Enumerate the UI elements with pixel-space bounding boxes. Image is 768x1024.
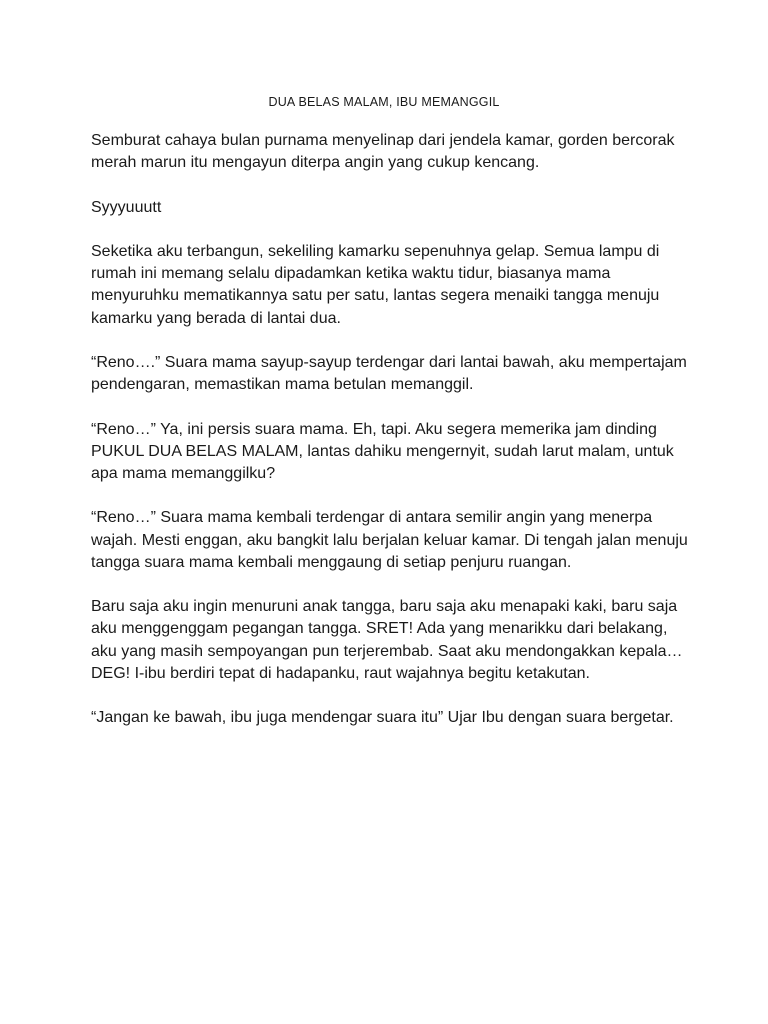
paragraph: Semburat cahaya bulan purnama menyelinap dari jendela kamar, gorden bercorak merah marun itu mengayun diterpa angin yang cukup kencang.: [91, 132, 675, 172]
paragraph: Baru saja aku ingin menuruni anak tangga, baru saja aku menapaki kaki, baru saja aku menggenggam pegangan tangga. SRET! Ada yang menarikku dari belakang, aku yang masih sempoyangan pun terjerembab. Saat aku mendongakkan kepala… DEG! I-ibu berdiri tepat di hadapanku, raut wajahnya begitu ketakutan.: [91, 598, 683, 682]
paragraph: “Jangan ke bawah, ibu juga mendengar suara itu” Ujar Ibu dengan suara bergetar.: [91, 709, 674, 727]
paragraph: Syyyuuutt: [91, 198, 162, 216]
paragraph: Seketika aku terbangun, sekeliling kamarku sepenuhnya gelap. Semua lampu di rumah ini memang selalu dipadamkan ketika waktu tidur, biasanya mama menyuruhku mematikannya satu per satu, lantas segera menaiki tangga menuju kamarku yang berada di lantai dua.: [91, 242, 660, 327]
document-title: DUA BELAS MALAM, IBU MEMANGGIL: [268, 95, 500, 109]
paragraph: “Reno…” Ya, ini persis suara mama. Eh, tapi. Aku segera memerika jam dinding PUKUL DUA BELAS MALAM, lantas dahiku mengernyit, sudah larut malam, untuk apa mama memanggilku?: [91, 420, 674, 482]
document-body: [91, 130, 691, 752]
paragraph: “Reno…” Suara mama kembali terdengar di antara semilir angin yang menerpa wajah. Mesti enggan, aku bangkit lalu berjalan keluar kamar. Di tengah jalan menuju tangga suara mama kembali menggaung di setiap penjuru ruangan.: [91, 509, 688, 571]
paragraph: “Reno….” Suara mama sayup-sayup terdengar dari lantai bawah, aku mempertajam pendengaran, memastikan mama betulan memanggil.: [91, 353, 687, 394]
